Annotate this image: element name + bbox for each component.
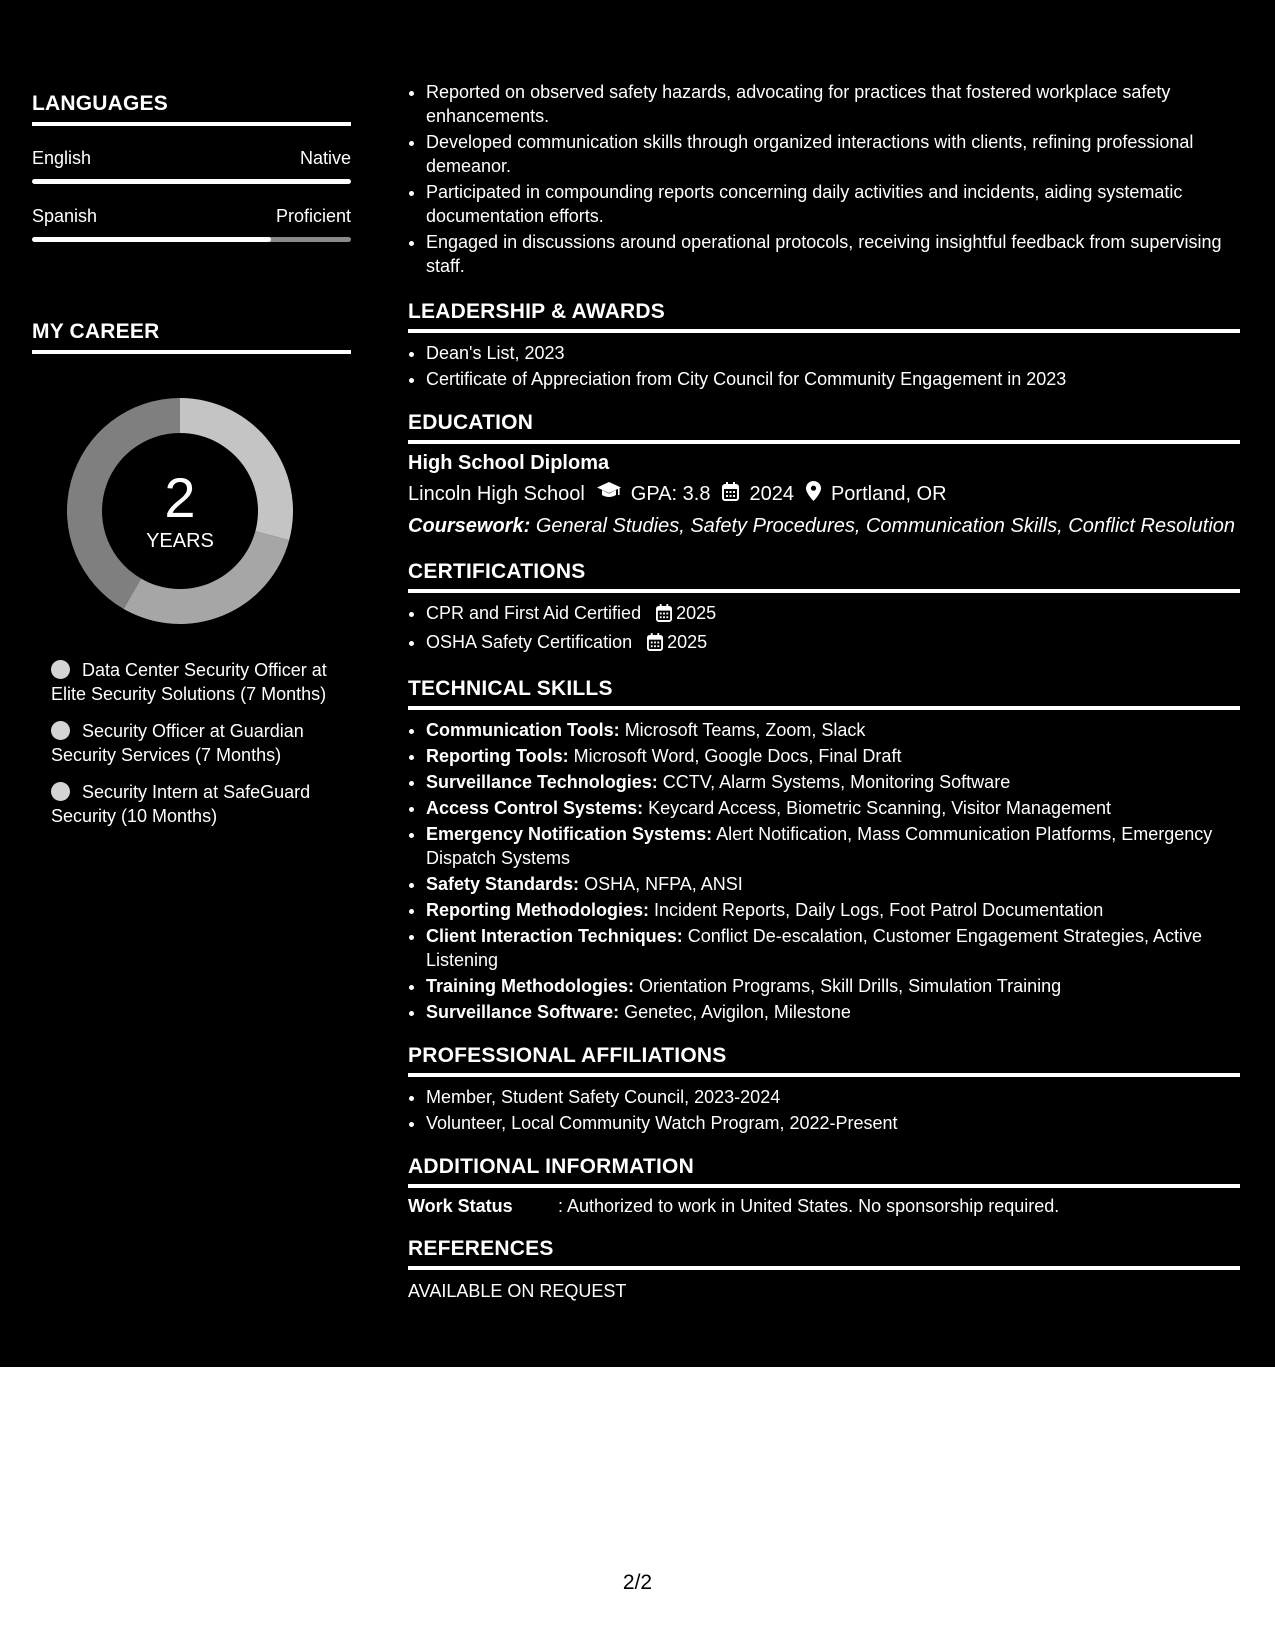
certification-year: 2025: [667, 632, 708, 652]
affiliation-item: • Member, Student Safety Council, 2023-2024: [426, 1085, 1240, 1109]
skill-label: Surveillance Software:: [426, 1002, 620, 1022]
work-status-value: : Authorized to work in United States. No sponsorship required.: [558, 1196, 1060, 1216]
experience-bullet: • Developed communication skills through organized interactions with clients, refining professional demeanor.: [426, 130, 1240, 178]
skill-value: Incident Reports, Daily Logs, Foot Patrol Documentation: [654, 900, 1104, 920]
language-level: Native: [299, 148, 351, 168]
references-heading: REFERENCES: [408, 1237, 1240, 1270]
graduation-year: 2024: [749, 482, 794, 505]
skill-value: Alert Notification, Mass Communication Platforms, Emergency Dispatch Systems: [426, 824, 1213, 868]
skill-label: Reporting Methodologies:: [426, 900, 649, 920]
career-item-text: Security Intern at SafeGuard Security (10 Months): [51, 782, 311, 826]
main-content: [408, 80, 1240, 1302]
certification-year: 2025: [676, 603, 717, 623]
skills-heading: TECHNICAL SKILLS: [408, 677, 1240, 710]
affiliation-item: • Volunteer, Local Community Watch Program, 2022-Present: [426, 1111, 1240, 1135]
skill-label: Emergency Notification Systems:: [426, 824, 713, 844]
career-item-text: Data Center Security Officer at Elite Security Solutions (7 Months): [51, 660, 327, 704]
skill-item: [426, 1000, 1240, 1024]
coursework: [408, 515, 1240, 538]
experience-bullets: [408, 80, 1240, 278]
certification-item: [426, 630, 1240, 657]
work-status-label: Work Status: [408, 1196, 513, 1216]
education-section: [408, 411, 1240, 538]
certification-name: OSHA Safety Certification: [426, 632, 633, 652]
skill-label: Surveillance Technologies:: [426, 772, 658, 792]
leadership-heading: LEADERSHIP & AWARDS: [408, 300, 1240, 333]
skill-value: Keycard Access, Biometric Scanning, Visitor Management: [648, 798, 1111, 818]
skill-label: Reporting Tools:: [426, 746, 569, 766]
language-proficiency-fill: [32, 237, 271, 242]
affiliations-section: [408, 1044, 1240, 1135]
calendar-icon: [656, 604, 672, 628]
education-heading: EDUCATION: [408, 411, 1240, 444]
references-section: [408, 1237, 1240, 1302]
certifications-section: [408, 560, 1240, 657]
certifications-heading: CERTIFICATIONS: [408, 560, 1240, 593]
location-pin-icon: [806, 481, 821, 507]
school-name: Lincoln High School: [408, 482, 585, 505]
skill-value: CCTV, Alarm Systems, Monitoring Software: [662, 772, 1011, 792]
skill-item: [426, 924, 1240, 972]
skill-item: [426, 898, 1240, 922]
page-number: 2/2: [622, 1571, 653, 1594]
career-item: [51, 719, 331, 767]
calendar-icon: [722, 482, 739, 507]
language-item: [32, 148, 351, 184]
leadership-item: • Certificate of Appreciation from City Council for Community Engagement in 2023: [426, 367, 1240, 391]
experience-bullet: • Participated in compounding reports concerning daily activities and incidents, aiding systematic documentation efforts.: [426, 180, 1240, 228]
skill-value: OSHA, NFPA, ANSI: [584, 874, 743, 894]
career-list: [32, 658, 331, 828]
skill-item: [426, 744, 1240, 768]
career-item: [51, 780, 331, 828]
skill-value: Orientation Programs, Skill Drills, Simulation Training: [639, 976, 1062, 996]
skill-item: [426, 796, 1240, 820]
references-text: AVAILABLE ON REQUEST: [408, 1281, 627, 1301]
skill-label: Training Methodologies:: [426, 976, 634, 996]
additional-info-section: [408, 1155, 1240, 1217]
experience-bullet: • Reported on observed safety hazards, advocating for practices that fostered workplace safety enhancements.: [426, 80, 1240, 128]
skill-item: [426, 872, 1240, 896]
skill-item: [426, 770, 1240, 794]
calendar-icon: [647, 633, 663, 657]
experience-bullet: • Engaged in discussions around operational protocols, receiving insightful feedback from supervising staff.: [426, 230, 1240, 278]
career-donut: [67, 398, 293, 624]
gpa-value: GPA: 3.8: [630, 482, 711, 505]
education-details: [408, 481, 1240, 507]
skill-label: Safety Standards:: [426, 874, 580, 894]
leadership-section: [408, 300, 1240, 391]
career-years-value: 2: [164, 465, 196, 529]
skill-item: [426, 822, 1240, 870]
skill-value: Microsoft Teams, Zoom, Slack: [624, 720, 866, 740]
bullet-dot-icon: [51, 782, 70, 801]
skill-value: Genetec, Avigilon, Milestone: [624, 1002, 851, 1022]
language-proficiency-bar: [32, 237, 351, 242]
additional-info-heading: ADDITIONAL INFORMATION: [408, 1155, 1240, 1188]
language-name: Spanish: [32, 206, 98, 226]
affiliations-heading: PROFESSIONAL AFFILIATIONS: [408, 1044, 1240, 1077]
career-item: [51, 658, 331, 706]
skill-label: Access Control Systems:: [426, 798, 644, 818]
skill-label: Client Interaction Techniques:: [426, 926, 683, 946]
skill-value: Microsoft Word, Google Docs, Final Draft: [573, 746, 902, 766]
skill-value: Conflict De-escalation, Customer Engagement Strategies, Active Listening: [426, 926, 1202, 970]
work-status-row: [408, 1196, 1240, 1217]
career-heading: MY CAREER: [32, 320, 351, 354]
career-years-label: YEARS: [146, 529, 214, 552]
graduation-cap-icon: [597, 482, 621, 506]
skill-item: [426, 718, 1240, 742]
certification-item: [426, 601, 1240, 628]
bullet-dot-icon: [51, 660, 70, 679]
degree-title: High School Diploma: [408, 452, 610, 474]
certification-name: CPR and First Aid Certified: [426, 603, 642, 623]
skill-label: Communication Tools:: [426, 720, 620, 740]
language-item: [32, 206, 351, 242]
sidebar: [32, 92, 351, 841]
leadership-item: • Dean's List, 2023: [426, 341, 1240, 365]
coursework-label: Coursework:: [408, 515, 531, 537]
school-location: Portland, OR: [830, 482, 947, 505]
skill-item: [426, 974, 1240, 998]
coursework-list: General Studies, Safety Procedures, Communication Skills, Conflict Resolution: [535, 515, 1236, 537]
language-proficiency-fill: [32, 179, 351, 184]
language-name: English: [32, 148, 92, 168]
career-item-text: Security Officer at Guardian Security Services (7 Months): [51, 721, 304, 765]
bullet-dot-icon: [51, 721, 70, 740]
language-proficiency-bar: [32, 179, 351, 184]
language-level: Proficient: [275, 206, 351, 226]
skills-section: [408, 677, 1240, 1024]
languages-heading: LANGUAGES: [32, 92, 351, 126]
